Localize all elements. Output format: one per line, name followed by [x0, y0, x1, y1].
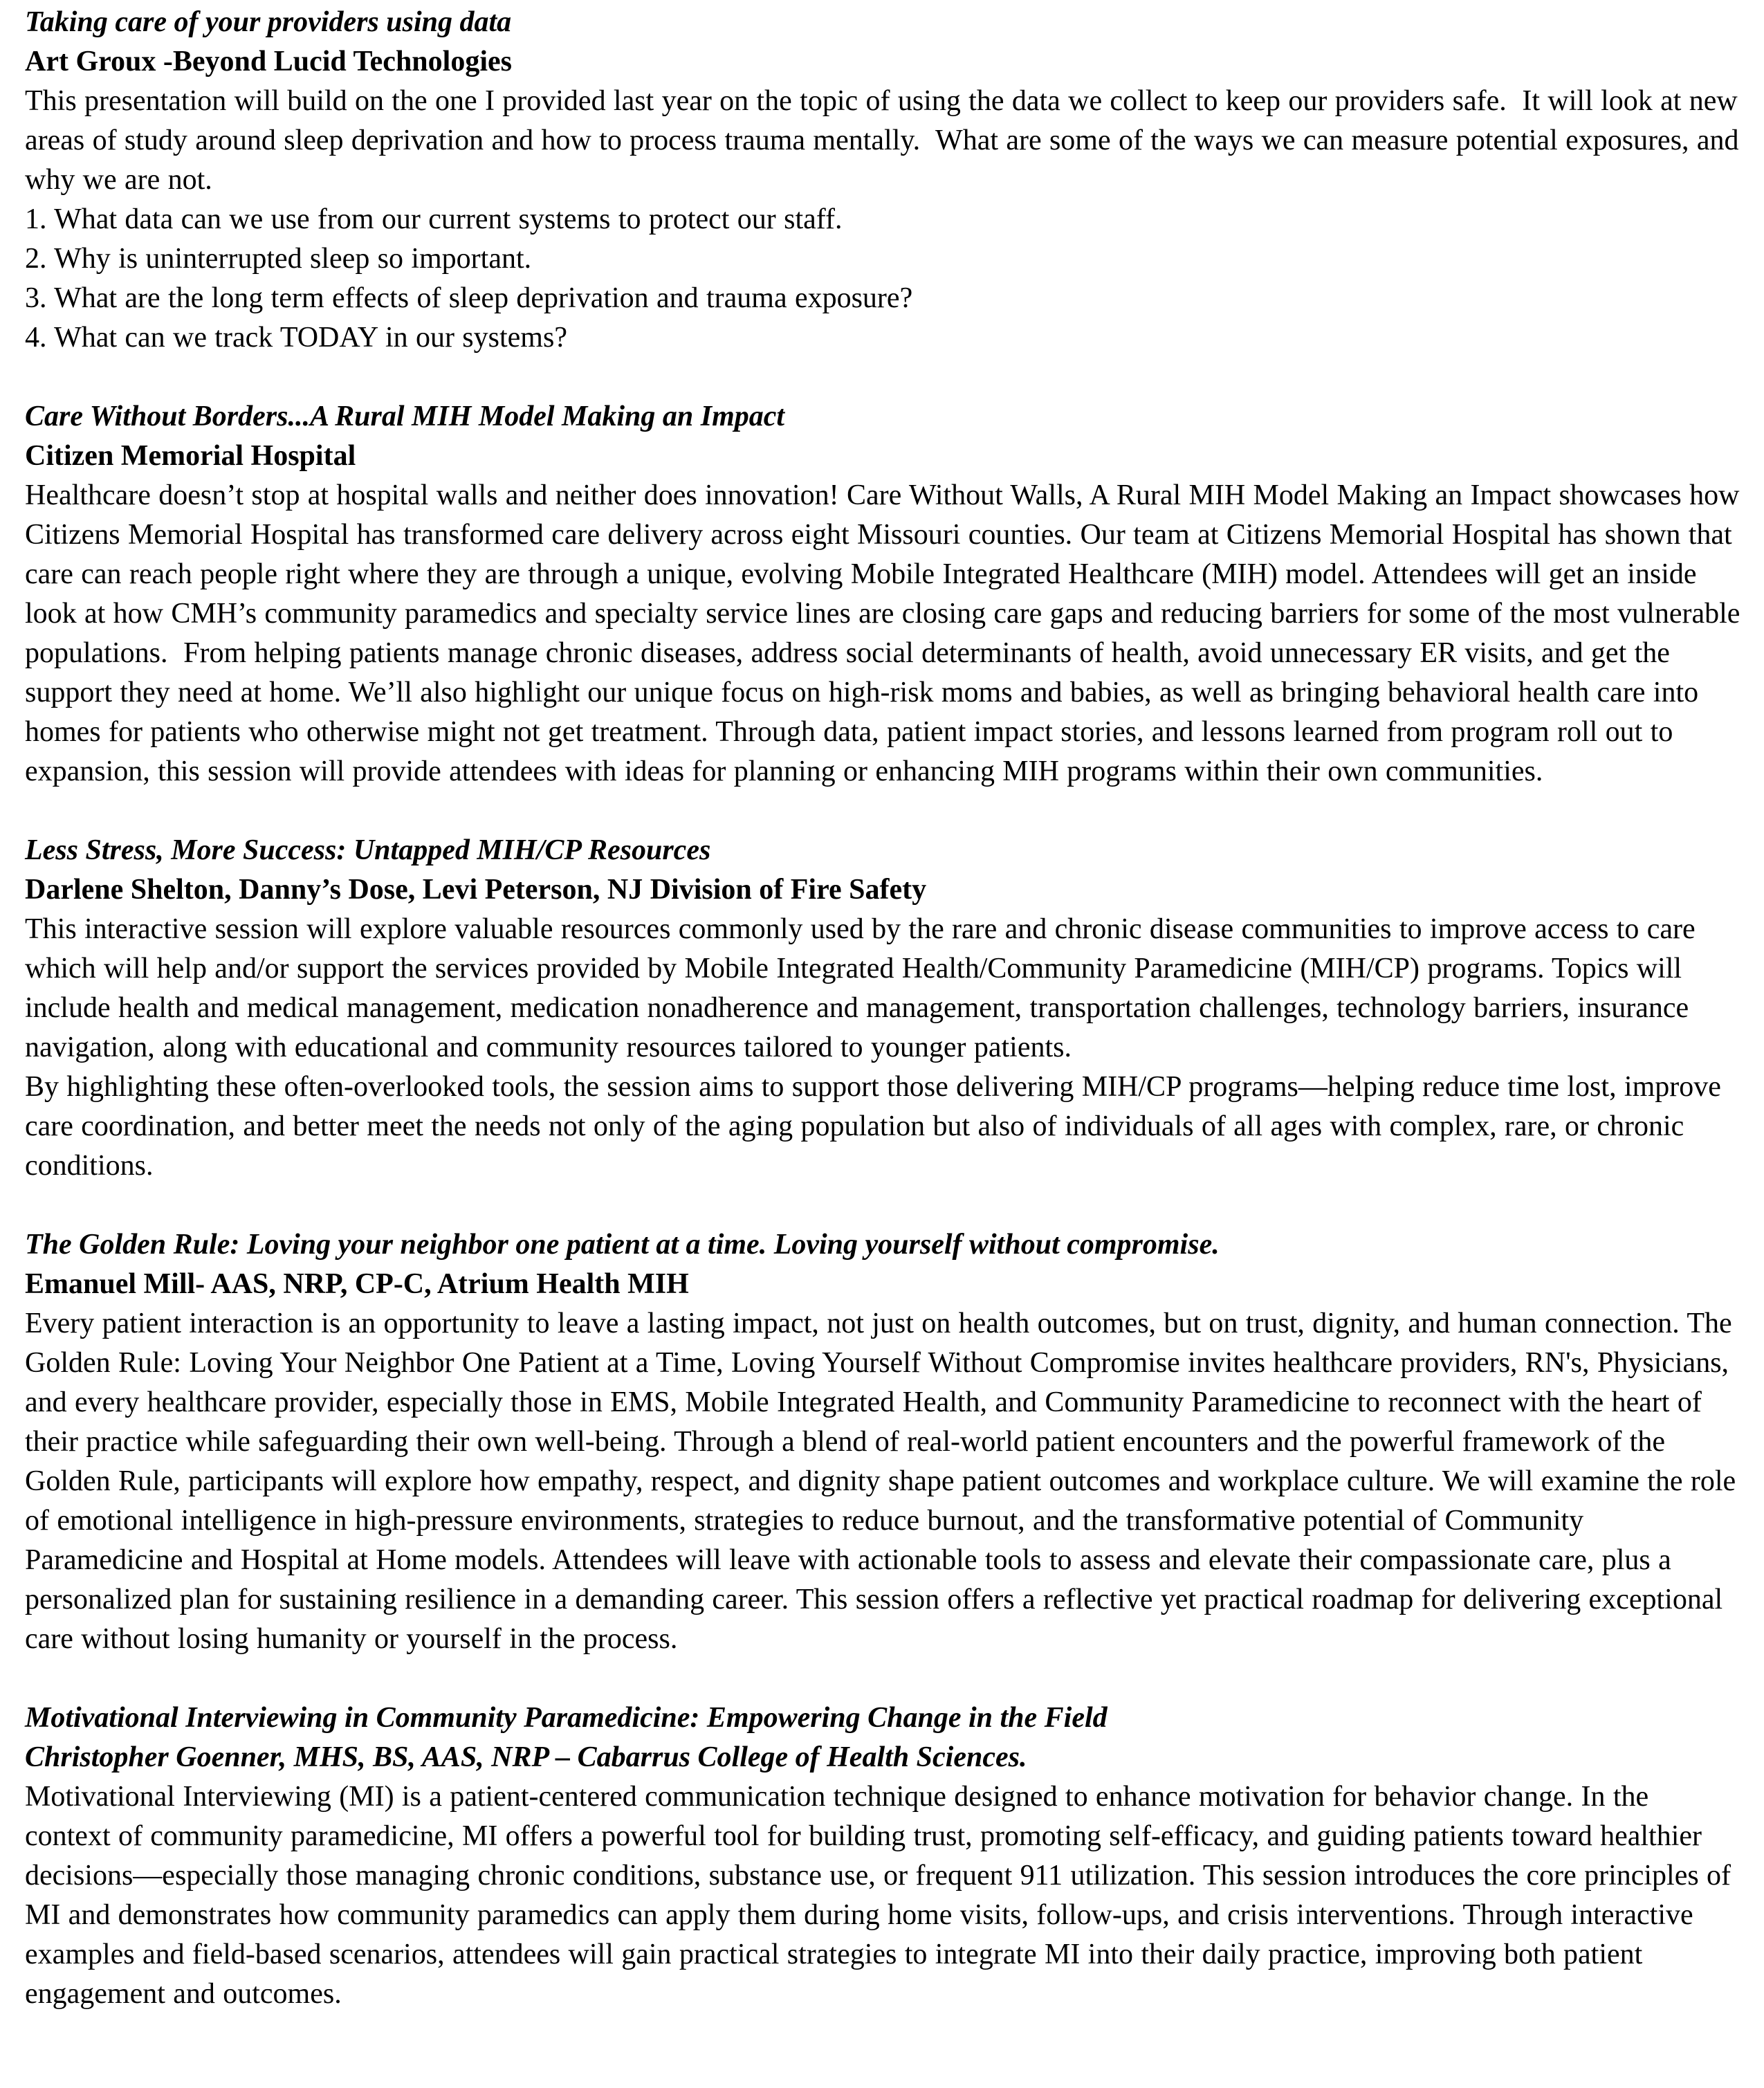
- session-description: [25, 910, 1740, 1186]
- session-paragraph: Every patient interaction is an opportunity to leave a lasting impact, not just on health outcomes, but on trust, dignity, and human connection. The Golden Rule: Loving Your Neighbor One Patient at a Time, Loving Yourself Without Compromise invites healthcare providers, RN's, Physicians, and every healthcare provider, especially those in EMS, Mobile Integrated Health, and Community Paramedicine to reconnect with the heart of their practice while safeguarding their own well-being. Through a blend of real-world patient encounters and the powerful framework of the Golden Rule, participants will explore how empathy, respect, and dignity shape patient outcomes and workplace culture. We will examine the role of emotional intelligence in high-pressure environments, strategies to reduce burnout, and the transformative potential of Community Paramedicine and Hospital at Home models. Attendees will leave with actionable tools to assess and elevate their compassionate care, plus a personalized plan for sustaining resilience in a demanding career. This session offers a reflective yet practical roadmap for delivering exceptional care without losing humanity or yourself in the process.: [25, 1308, 1744, 1655]
- session-paragraph: 2. Why is uninterrupted sleep so important.: [25, 243, 532, 275]
- session-title: Motivational Interviewing in Community Paramedicine: Empowering Change in the Field: [25, 1702, 1108, 1734]
- session-description: [25, 82, 1747, 358]
- session-description: [25, 476, 1748, 791]
- sessions-list: [25, 3, 1748, 2014]
- session-paragraph: By highlighting these often-overlooked tools, the session aims to support those delivering MIH/CP programs—helping reduce time lost, improve care coordination, and better meet the needs not only of the aging population but also of individuals of all ages with complex, rare, or chronic conditions.: [25, 1071, 1729, 1182]
- session-title: Taking care of your providers using data: [25, 6, 512, 38]
- session-presenter: Art Groux -Beyond Lucid Technologies: [25, 46, 512, 77]
- session-block: [25, 3, 1747, 358]
- session-block: [25, 1698, 1740, 2014]
- session-description: [25, 1304, 1744, 1659]
- session-paragraph: Healthcare doesn’t stop at hospital walls and neither does innovation! Care Without Walls, A Rural MIH Model Making an Impact showcases how Citizens Memorial Hospital has transformed care delivery across eight Missouri counties. Our team at Citizens Memorial Hospital has shown that care can reach people right where they are through a unique, evolving Mobile Integrated Healthcare (MIH) model. Attendees will get an inside look at how CMH’s community paramedics and specialty service lines are closing care gaps and reducing barriers for some of the most vulnerable populations. From helping patients manage chronic diseases, address social determinants of health, avoid unnecessary ER visits, and get the support they need at home. We’ll also highlight our unique focus on high-risk moms and babies, as well as bringing behavioral health care into homes for patients who otherwise might not get treatment. Through data, patient impact stories, and lessons learned from program roll out to expansion, this session will provide attendees with ideas for planning or enhancing MIH programs within their own communities.: [25, 479, 1748, 787]
- session-description: [25, 1777, 1740, 2014]
- session-title: Less Stress, More Success: Untapped MIH/CP Resources: [25, 834, 711, 866]
- session-block: [25, 1225, 1744, 1659]
- session-presenter: Emanuel Mill- AAS, NRP, CP-C, Atrium Health MIH: [25, 1268, 689, 1300]
- session-presenter: Citizen Memorial Hospital: [25, 440, 356, 472]
- session-paragraph: This presentation will build on the one I provided last year on the topic of using the data we collect to keep our providers safe. It will look at new areas of study around sleep deprivation and how to process trauma mentally. What are some of the ways we can measure potential exposures, and why we are not.: [25, 85, 1747, 196]
- session-paragraph: Motivational Interviewing (MI) is a patient-centered communication technique designed to enhance motivation for behavior change. In the context of community paramedicine, MI offers a powerful tool for building trust, promoting self-efficacy, and guiding patients toward healthier decisions—especially those managing chronic conditions, substance use, or frequent 911 utilization. This session introduces the core principles of MI and demonstrates how community paramedics can apply them during home visits, follow-ups, and crisis interventions. Through interactive examples and field-based scenarios, attendees will gain practical strategies to integrate MI into their daily practice, improving both patient engagement and outcomes.: [25, 1781, 1739, 2010]
- session-presenter: Christopher Goenner, MHS, BS, AAS, NRP – Cabarrus College of Health Sciences.: [25, 1741, 1027, 1773]
- session-paragraph: 3. What are the long term effects of sleep deprivation and trauma exposure?: [25, 282, 913, 314]
- session-paragraph: This interactive session will explore valuable resources commonly used by the rare and chronic disease communities to improve access to care which will help and/or support the services provided by Mobile Integrated Health/Community Paramedicine (MIH/CP) programs. Topics will include health and medical management, medication nonadherence and management, transportation challenges, technology barriers, insurance navigation, along with educational and community resources tailored to younger patients.: [25, 913, 1704, 1063]
- session-paragraph: 1. What data can we use from our current systems to protect our staff.: [25, 203, 843, 235]
- session-paragraph: 4. What can we track TODAY in our systems?: [25, 322, 567, 354]
- session-title: The Golden Rule: Loving your neighbor one patient at a time. Loving yourself without compromise.: [25, 1229, 1220, 1261]
- session-block: [25, 831, 1740, 1186]
- session-presenter: Darlene Shelton, Danny’s Dose, Levi Peterson, NJ Division of Fire Safety: [25, 874, 927, 906]
- session-title: Care Without Borders...A Rural MIH Model Making an Impact: [25, 401, 785, 432]
- session-block: [25, 397, 1748, 791]
